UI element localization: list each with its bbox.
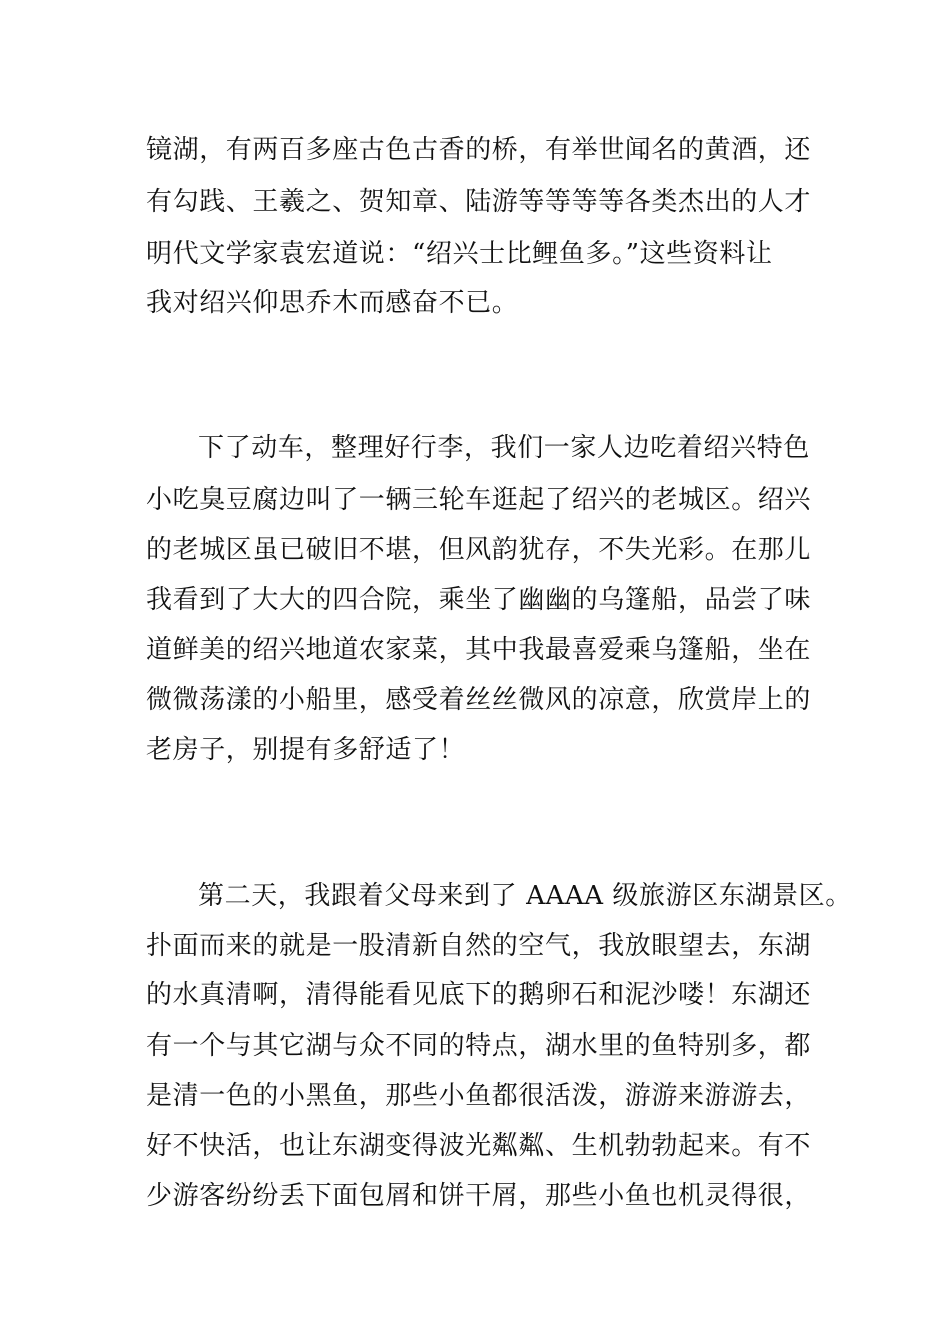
- text-line: 是清一色的小黑鱼，那些小鱼都很活泼，游游来游游去，: [146, 1081, 812, 1111]
- text-line: 我对绍兴仰思乔木而感奋不已。: [146, 288, 519, 318]
- text-line: 明代文学家袁宏道说：“绍兴士比鲤鱼多。”这些资料让: [146, 239, 773, 269]
- text-line: 镜湖，有两百多座古色古香的桥，有举世闻名的黄酒，还: [146, 135, 812, 165]
- text-line: 下了动车，整理好行李，我们一家人边吃着绍兴特色: [198, 433, 810, 463]
- text-line: 的水真清啊，清得能看见底下的鹅卵石和泥沙喽！东湖还: [146, 980, 812, 1010]
- text-line: 老房子，别提有多舒适了！: [146, 735, 466, 765]
- text-line: 扑面而来的就是一股清新自然的空气，我放眼望去，东湖: [146, 931, 812, 961]
- text-line: 好不快活，也让东湖变得波光粼粼、生机勃勃起来。有不: [146, 1131, 812, 1161]
- text-line: 微微荡漾的小船里，感受着丝丝微风的凉意，欣赏岸上的: [146, 685, 812, 715]
- text-line: 少游客纷纷丢下面包屑和饼干屑，那些小鱼也机灵得很，: [146, 1181, 812, 1211]
- text-line: 第二天，我跟着父母来到了 AAAA 级旅游区东湖景区。: [198, 881, 852, 911]
- text-line: 的老城区虽已破旧不堪，但风韵犹存，不失光彩。在那儿: [146, 535, 812, 565]
- text-line: 我看到了大大的四合院，乘坐了幽幽的乌篷船，品尝了味: [146, 585, 812, 615]
- text-line: 有一个与其它湖与众不同的特点，湖水里的鱼特别多，都: [146, 1031, 812, 1061]
- text-line: 道鲜美的绍兴地道农家菜，其中我最喜爱乘乌篷船，坐在: [146, 635, 812, 665]
- text-line: 有勾践、王羲之、贺知章、陆游等等等等各类杰出的人才: [146, 187, 812, 217]
- text-line: 小吃臭豆腐边叫了一辆三轮车逛起了绍兴的老城区。绍兴: [146, 485, 812, 515]
